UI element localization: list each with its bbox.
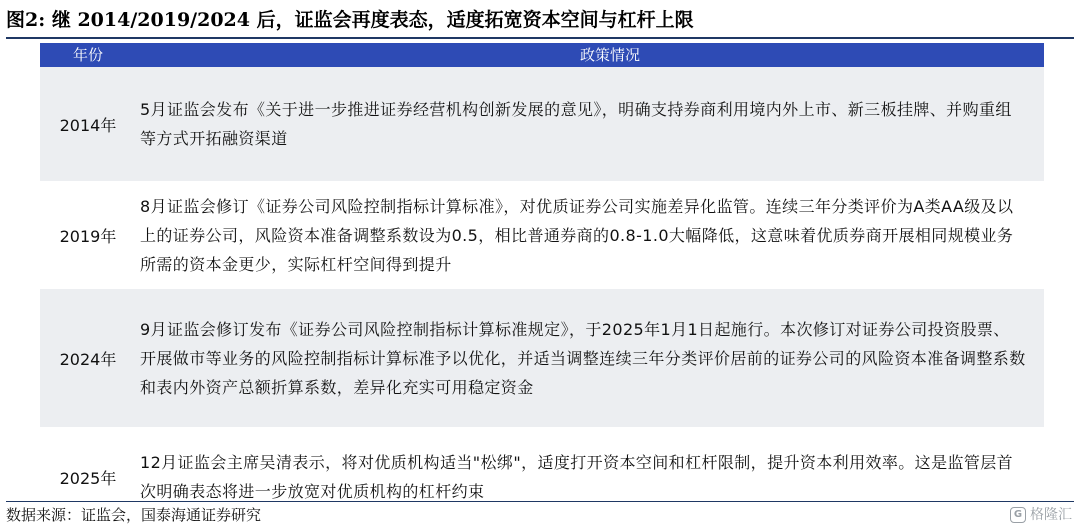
header-policy: 政策情况: [579, 46, 640, 64]
row-policy-text: 5月证监会发布《关于进一步推进证券经营机构创新发展的意见》，明确支持券商利用境内外上市、新三板挂牌、并购重组等方式开拓融资渠道: [140, 100, 1012, 148]
table-row: [40, 67, 1044, 182]
row-year: 2024年: [59, 349, 117, 369]
table-header: [40, 43, 1044, 67]
title-divider: [6, 37, 1074, 39]
figure-title: 图2: 继 2014/2019/2024 后，证监会再度表态，适度拓宽资本空间与杠杆上限: [6, 9, 694, 31]
watermark-logo-icon: G: [1010, 507, 1026, 523]
policy-table: [40, 43, 1044, 527]
row-year: 2025年: [59, 468, 117, 488]
watermark-text: 格隆汇: [1030, 507, 1072, 523]
row-policy-text: 8月证监会修订《证券公司风险控制指标计算标准》，对优质证券公司实施差异化监管。连续三年分类评价为A类AA级及以上的证券公司，风险资本准备调整系数设为0.5，相比普通券商的0.8-1.0大幅降低，这意味着优质券商开展相同规模业务所需的资本金更少，实际杠杆空间得到提升: [140, 196, 1014, 274]
row-year: 2019年: [59, 226, 117, 246]
header-year: 年份: [72, 46, 103, 64]
source-note: 数据来源：证监会，国泰海通证券研究: [6, 506, 262, 524]
bottom-divider: [6, 501, 1074, 502]
row-year: 2014年: [59, 115, 117, 135]
watermark: [1010, 504, 1072, 526]
row-policy-text: 9月证监会修订发布《证券公司风险控制指标计算标准规定》，于2025年1月1日起施行。本次修订对证券公司投资股票、开展做市等业务的风险控制指标计算标准予以优化，并适当调整连续三年分类评价居前的证券公司的风险资本准备调整系数和表内外资产总额折算系数，差异化充实可用稳定资金: [140, 319, 1026, 397]
row-policy-text: 12月证监会主席吴清表示，将对优质机构适当"松绑"，适度打开资本空间和杠杆限制，提升资本利用效率。这是监管层首次明确表态将进一步放宽对优质机构的杠杆约束: [140, 453, 1014, 501]
table-row: [40, 289, 1044, 428]
table-row: [40, 182, 1044, 289]
